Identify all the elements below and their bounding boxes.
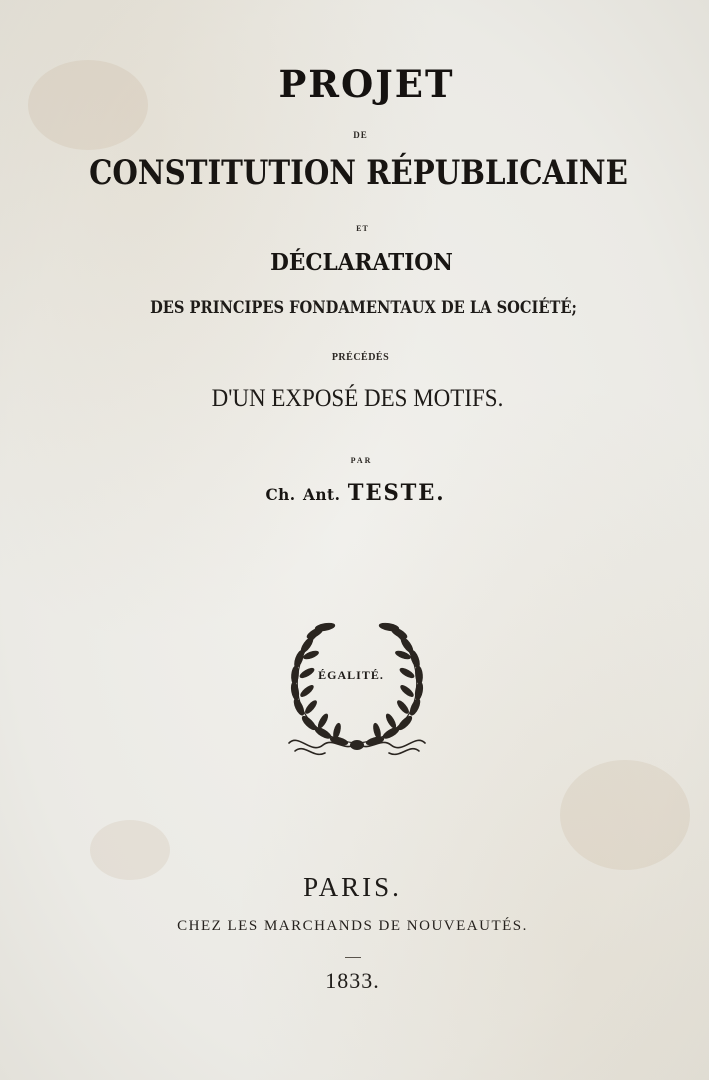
title-projet: PROJET xyxy=(278,62,455,106)
laurel-wreath-icon xyxy=(277,605,437,763)
connector-de: DE xyxy=(353,130,368,140)
author-initial-2: Ant. xyxy=(302,485,341,504)
subtitle-principes: DES PRINCIPES FONDAMENTAUX DE LA SOCIÉTÉ; xyxy=(150,298,577,318)
title-declaration: DÉCLARATION xyxy=(270,249,453,276)
imprint-year: 1833. xyxy=(325,968,380,993)
author-name xyxy=(15,480,696,506)
paper-stain xyxy=(560,760,690,870)
imprint-divider xyxy=(345,957,361,958)
subtitle-expose: D'UN EXPOSÉ DES MOTIFS. xyxy=(211,385,504,412)
connector-par: PAR xyxy=(350,456,373,465)
paper-stain xyxy=(90,820,170,880)
vignette-label: ÉGALITÉ. xyxy=(318,668,384,682)
connector-et: ET xyxy=(356,224,369,233)
imprint-publisher: CHEZ LES MARCHANDS DE NOUVEAUTÉS. xyxy=(177,918,528,934)
author-initial-1: Ch. xyxy=(265,485,296,504)
title-constitution: CONSTITUTION RÉPUBLICAINE xyxy=(89,153,628,193)
laurel-wreath-vignette xyxy=(277,605,437,763)
author-surname: TESTE. xyxy=(347,480,446,506)
connector-precedes: PRÉCÉDÉS xyxy=(331,352,390,363)
imprint-city: PARIS. xyxy=(303,872,402,902)
